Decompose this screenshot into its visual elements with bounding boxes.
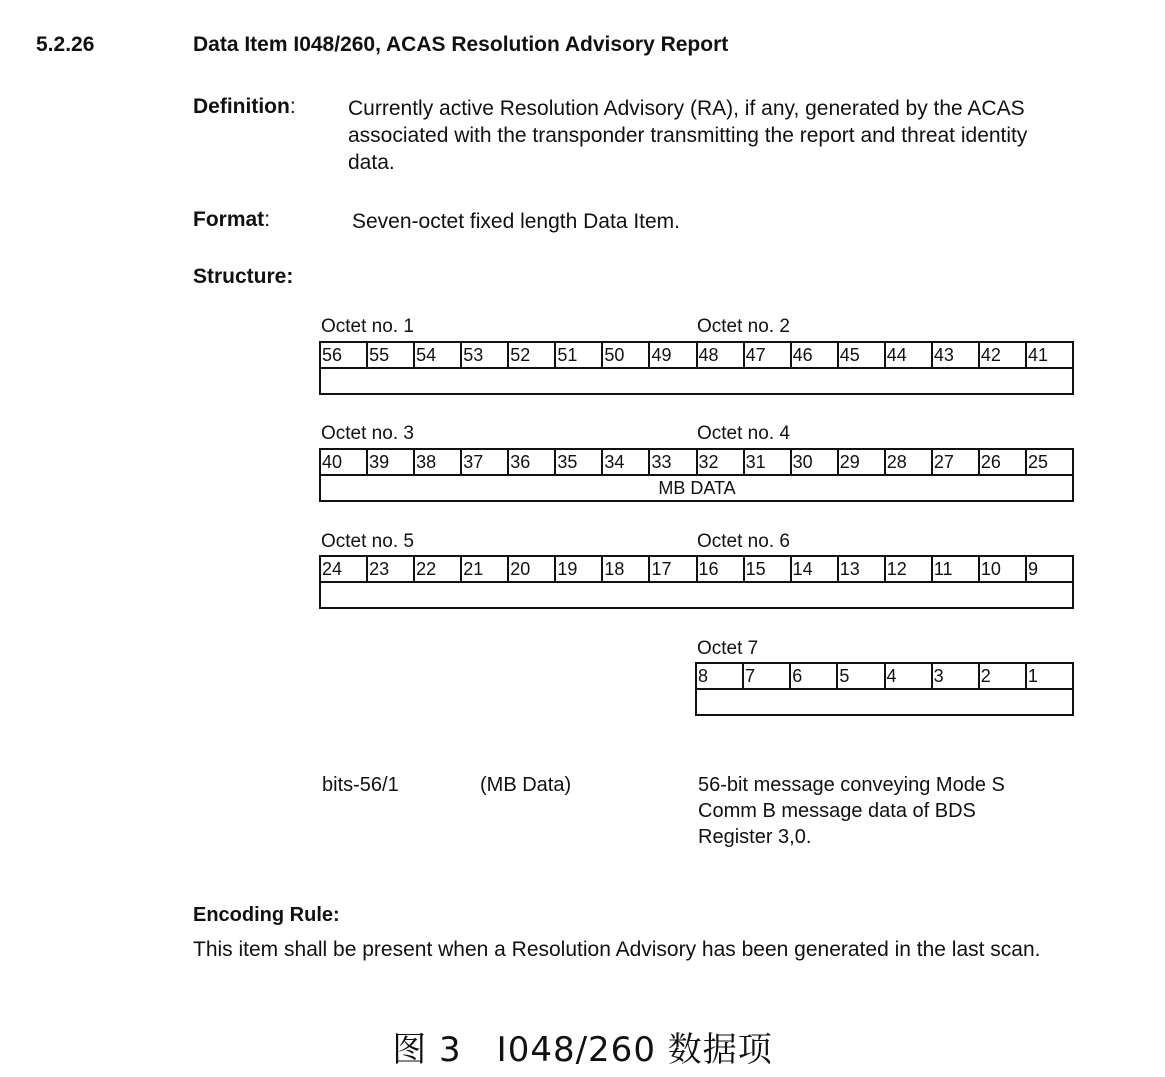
bit-number-cell: 1 [1026,663,1073,689]
format-label: Format: [193,208,271,231]
bit-number-cell: 20 [508,556,555,582]
bit-number-cell: 47 [744,342,791,368]
octet-label: Octet no. 5 [321,531,414,552]
bit-number-cell: 25 [1026,449,1073,475]
bit-number-cell: 31 [744,449,791,475]
bit-number-cell: 42 [979,342,1026,368]
bit-number-cell: 26 [979,449,1026,475]
bit-number-cell: 41 [1026,342,1073,368]
bit-field-table [319,555,1074,609]
bit-number-cell: 16 [697,556,744,582]
bit-number-cell: 44 [885,342,932,368]
bit-number-row [320,342,1073,368]
bit-number-cell: 50 [602,342,649,368]
field-value-cell [696,689,1073,715]
octet-label: Octet no. 2 [697,316,790,337]
field-value-cell [320,582,1073,608]
bit-number-cell: 35 [555,449,602,475]
bit-number-cell: 28 [885,449,932,475]
figure-caption: 图 3 I048/260 数据项 [392,1030,773,1070]
bit-number-cell: 37 [461,449,508,475]
bit-number-cell: 22 [414,556,461,582]
bit-number-cell: 18 [602,556,649,582]
bit-number-cell: 9 [1026,556,1073,582]
bit-number-cell: 21 [461,556,508,582]
field-description: 56-bit message conveying Mode S Comm B message data of BDS Register 3,0. [698,774,1005,848]
format-text: Seven-octet fixed length Data Item. [352,210,681,233]
encoding-rule-text: This item shall be present when a Resolution Advisory has been generated in the last scan. [193,938,1041,961]
bit-field-table [319,341,1074,395]
octet-label: Octet no. 4 [697,423,790,444]
bit-number-cell: 53 [461,342,508,368]
bit-number-cell: 30 [791,449,838,475]
bit-number-cell: 2 [979,663,1026,689]
bit-number-cell: 7 [743,663,790,689]
bit-number-cell: 19 [555,556,602,582]
bit-number-cell: 23 [367,556,414,582]
bit-number-cell: 52 [508,342,555,368]
bit-number-row [696,663,1073,689]
octet-label: Octet 7 [697,638,759,659]
bit-number-cell: 51 [555,342,602,368]
encoding-rule-label: Encoding Rule: [193,904,340,926]
bit-number-cell: 12 [885,556,932,582]
definition-label: Definition: [193,95,296,118]
field-value-cell [320,368,1073,394]
bit-number-cell: 56 [320,342,367,368]
bit-number-cell: 11 [932,556,979,582]
octet-label: Octet no. 3 [321,423,414,444]
bit-number-cell: 43 [932,342,979,368]
bit-number-cell: 38 [414,449,461,475]
bit-number-cell: 29 [838,449,885,475]
bit-number-cell: 32 [697,449,744,475]
structure-label: Structure: [193,265,294,288]
definition-text: Currently active Resolution Advisory (RA), if any, generated by the ACAS associated with the transponder transmitting the report and threat identity data. [348,97,1028,174]
bit-number-cell: 49 [649,342,696,368]
bit-number-cell: 34 [602,449,649,475]
bit-field-table [695,662,1074,716]
bit-number-cell: 10 [979,556,1026,582]
bits-range: bits-56/1 [322,774,399,796]
bit-number-cell: 45 [838,342,885,368]
octet-label: Octet no. 6 [697,531,790,552]
bit-number-cell: 40 [320,449,367,475]
section-title: Data Item I048/260, ACAS Resolution Advisory Report [193,33,729,56]
bit-number-cell: 46 [791,342,838,368]
bit-number-cell: 54 [414,342,461,368]
bit-number-cell: 39 [367,449,414,475]
bit-number-cell: 33 [649,449,696,475]
section-number: 5.2.26 [36,33,95,56]
bit-number-cell: 36 [508,449,555,475]
field-value-cell: MB DATA [320,475,1073,501]
bit-number-cell: 5 [837,663,884,689]
bit-number-row [320,449,1073,475]
bit-number-cell: 8 [696,663,743,689]
bit-number-cell: 4 [885,663,932,689]
bit-number-row [320,556,1073,582]
bit-number-cell: 17 [649,556,696,582]
bit-number-cell: 13 [838,556,885,582]
bit-number-cell: 6 [790,663,837,689]
bit-number-cell: 24 [320,556,367,582]
bit-number-cell: 14 [791,556,838,582]
bit-number-cell: 3 [932,663,979,689]
bit-number-cell: 27 [932,449,979,475]
bit-number-cell: 48 [697,342,744,368]
bit-field-table [319,448,1074,502]
octet-label: Octet no. 1 [321,316,414,337]
bit-number-cell: 55 [367,342,414,368]
field-name: (MB Data) [480,774,572,796]
bit-number-cell: 15 [744,556,791,582]
